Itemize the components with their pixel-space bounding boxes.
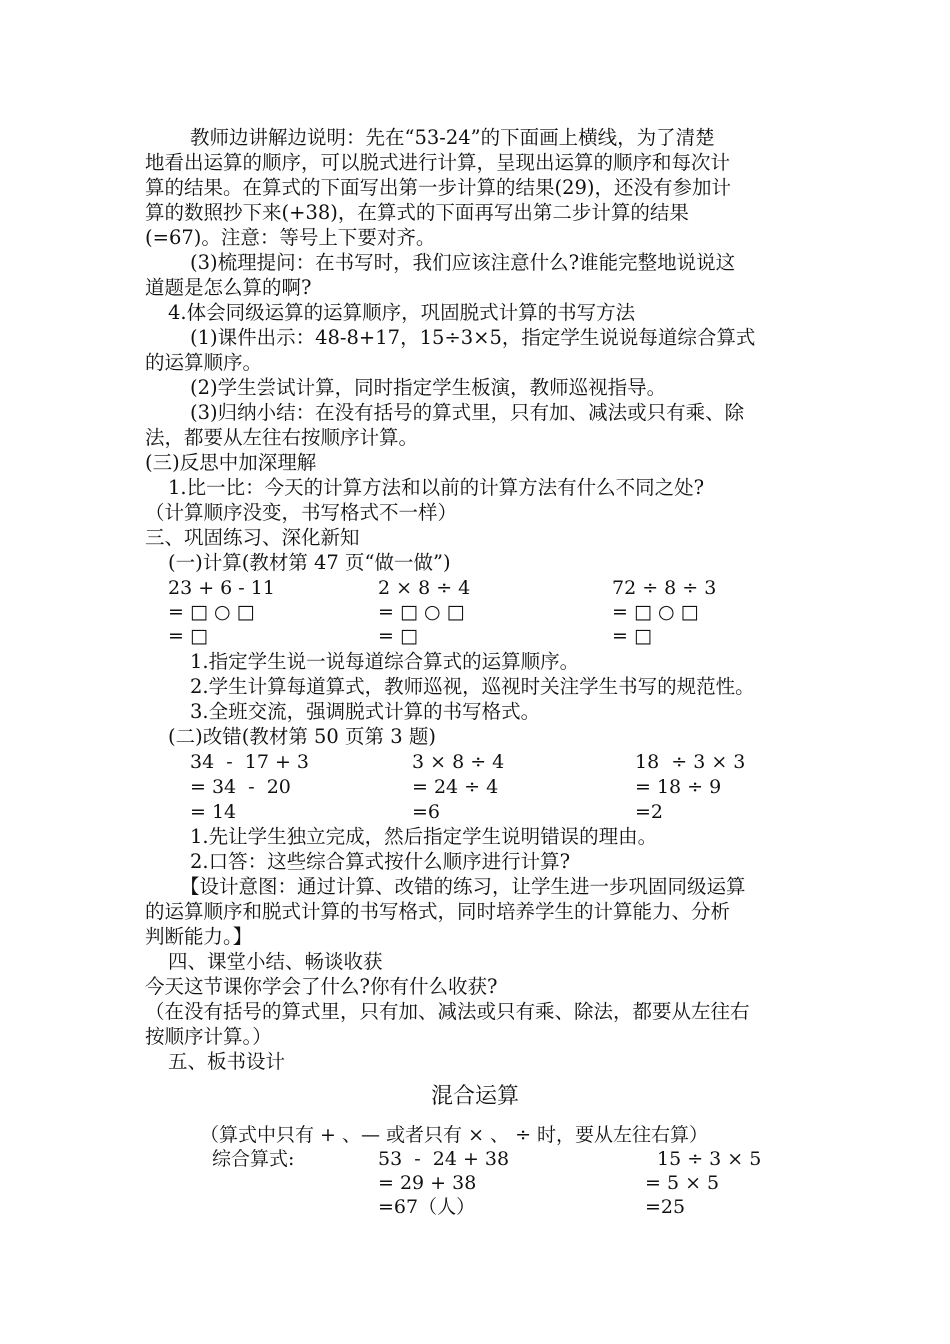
paragraph-line: 按顺序计算。） [145, 1025, 272, 1048]
design-intent-line: 判断能力。】 [145, 925, 253, 948]
calc-exercise-line: = □ ○ □ [612, 601, 699, 623]
paragraph-line: (1)课件出示：48-8+17，15÷3×5，指定学生说说每道综合算式 [190, 326, 756, 349]
board-rule: （算式中只有 + 、— 或者只有 × 、 ÷ 时，要从左往右算） [200, 1124, 709, 1146]
paragraph-line: 今天这节课你学会了什么?你有什么收获? [145, 975, 498, 998]
paragraph-line: （在没有括号的算式里，只有加、减法或只有乘、除法，都要从左往右 [145, 1000, 750, 1023]
calc-exercise-line: 2 × 8 ÷ 4 [378, 577, 471, 599]
paragraph-line: (2)学生尝试计算，同时指定学生板演，教师巡视指导。 [190, 376, 667, 399]
calc-exercise-line: = □ ○ □ [378, 601, 465, 623]
fix-exercise-line: =2 [635, 801, 664, 823]
calc-exercise-line: = □ [378, 625, 418, 647]
board-left-line: = 29 + 38 [378, 1172, 477, 1194]
section-heading: 三、巩固练习、深化新知 [145, 526, 360, 549]
paragraph-line: （计算顺序没变，书写格式不一样） [145, 501, 458, 524]
section-heading: (二)改错(教材第 50 页第 3 题) [168, 725, 436, 748]
paragraph-line: 1.比一比：今天的计算方法和以前的计算方法有什么不同之处? [168, 476, 705, 499]
fix-exercise-line: = 34 - 20 [190, 776, 291, 798]
paragraph-line: 地看出运算的顺序，可以脱式进行计算，呈现出运算的顺序和每次计 [145, 151, 731, 174]
paragraph-line: 法，都要从左往右按顺序计算。 [145, 426, 419, 449]
calc-exercise-line: = □ [612, 625, 652, 647]
board-right-line: = 5 × 5 [645, 1172, 720, 1194]
paragraph-line: 3.全班交流，强调脱式计算的书写格式。 [190, 700, 541, 723]
section-heading: (三)反思中加深理解 [145, 451, 317, 474]
calc-exercise-line: = □ ○ □ [168, 601, 255, 623]
fix-exercise-line: = 14 [190, 801, 237, 823]
fix-exercise-line: 34 - 17 + 3 [190, 751, 310, 773]
paragraph-line: 的运算顺序。 [145, 351, 263, 374]
paragraph-line: 算的结果。在算式的下面写出第一步计算的结果(29)，还没有参加计 [145, 176, 732, 199]
fix-exercise-line: 3 × 8 ÷ 4 [412, 751, 505, 773]
paragraph-line: 算的数照抄下来(+38)，在算式的下面再写出第二步计算的结果 [145, 201, 689, 224]
calc-exercise-line: 72 ÷ 8 ÷ 3 [612, 577, 717, 599]
paragraph-line: (=67)。注意：等号上下要对齐。 [145, 226, 436, 249]
paragraph-line: 2.学生计算每道算式，教师巡视，巡视时关注学生书写的规范性。 [190, 675, 755, 698]
fix-exercise-line: = 18 ÷ 9 [635, 776, 722, 798]
paragraph-line: 1.指定学生说一说每道综合算式的运算顺序。 [190, 650, 580, 673]
board-right-line: =25 [645, 1196, 686, 1218]
section-heading: (一)计算(教材第 47 页“做一做”) [168, 551, 451, 574]
design-intent-line: 【设计意图：通过计算、改错的练习，让学生进一步巩固同级运算 [180, 875, 746, 898]
board-label: 综合算式: [212, 1148, 295, 1170]
paragraph-line: 1.先让学生独立完成，然后指定学生说明错误的理由。 [190, 825, 658, 848]
paragraph-line: 教师边讲解边说明：先在“53-24”的下面画上横线，为了清楚 [190, 126, 715, 149]
board-title: 混合运算 [430, 1084, 519, 1109]
fix-exercise-line: =6 [412, 801, 441, 823]
board-left-line: 53 - 24 + 38 [378, 1148, 510, 1170]
paragraph-line: 2.口答：这些综合算式按什么顺序进行计算? [190, 850, 571, 873]
board-right-line: 15 ÷ 3 × 5 [657, 1148, 762, 1170]
calc-exercise-line: = □ [168, 625, 208, 647]
paragraph-line: 道题是怎么算的啊? [145, 276, 312, 299]
board-left-line: =67（人） [378, 1196, 476, 1218]
calc-exercise-line: 23 + 6 - 11 [168, 577, 275, 599]
section-heading: 五、板书设计 [168, 1050, 286, 1073]
fix-exercise-line: = 24 ÷ 4 [412, 776, 499, 798]
design-intent-line: 的运算顺序和脱式计算的书写格式，同时培养学生的计算能力、分析 [145, 900, 731, 923]
paragraph-line: (3)归纳小结：在没有括号的算式里，只有加、减法或只有乘、除 [190, 401, 745, 424]
section-heading: 四、课堂小结、畅谈收获 [168, 950, 383, 973]
fix-exercise-line: 18 ÷ 3 × 3 [635, 751, 746, 773]
paragraph-line: (3)梳理提问：在书写时，我们应该注意什么?谁能完整地说说这 [190, 251, 736, 274]
section-heading: 4.体会同级运算的运算顺序，巩固脱式计算的书写方法 [168, 301, 636, 324]
